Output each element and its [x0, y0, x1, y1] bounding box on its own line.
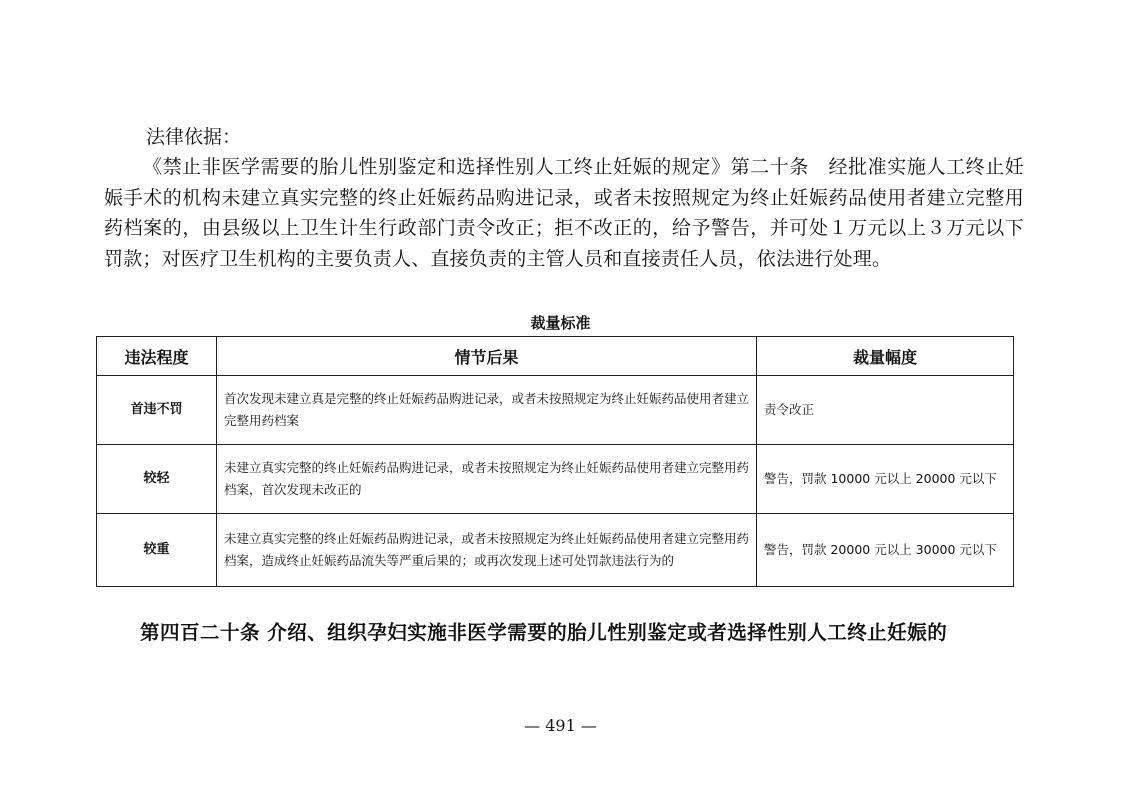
circumstance-cell: 首次发现未建立真是完整的终止妊娠药品购进记录，或者未按照规定为终止妊娠药品使用者建立完整用药档案	[217, 376, 757, 445]
violation-level-cell: 较重	[97, 514, 217, 587]
next-article-heading: 第四百二十条 介绍、组织孕妇实施非医学需要的胎儿性别鉴定或者选择性别人工终止妊娠的	[140, 621, 948, 644]
circumstance-cell: 未建立真实完整的终止妊娠药品购进记录，或者未按照规定为终止妊娠药品使用者建立完整用药档案，首次发现未改正的	[217, 445, 757, 514]
legal-basis-heading: 法律依据：	[146, 126, 242, 148]
table-row	[97, 445, 1014, 514]
table-caption: 裁量标准	[530, 314, 591, 332]
penalty-cell: 警告，罚款 10000 元以上 20000 元以下	[757, 445, 1014, 514]
circumstance-cell: 未建立真实完整的终止妊娠药品购进记录，或者未按照规定为终止妊娠药品使用者建立完整用药档案，造成终止妊娠药品流失等严重后果的；或再次发现上述可处罚款违法行为的	[217, 514, 757, 587]
table-row	[97, 514, 1014, 587]
penalty-standard-table	[96, 336, 1014, 587]
table-header-row	[97, 337, 1014, 376]
violation-level-cell: 首违不罚	[97, 376, 217, 445]
table-row	[97, 376, 1014, 445]
page-number: — 491 —	[524, 716, 597, 735]
header-circumstance: 情节后果	[217, 337, 757, 376]
legal-basis-paragraph: 《禁止非医学需要的胎儿性别鉴定和选择性别人工终止妊娠的规定》第二十条 经批准实施人工终止妊娠手术的机构未建立真实完整的终止妊娠药品购进记录，或者未按照规定为终止妊娠药品使用者建立完整用药档案的，由县级以上卫生计生行政部门责令改正；拒不改正的，给予警告，并可处１万元以上３万元以下罚款；对医疗卫生机构的主要负责人、直接负责的主管人员和直接责任人员，依法进行处理。	[104, 156, 1024, 270]
violation-level-cell: 较轻	[97, 445, 217, 514]
penalty-cell: 警告，罚款 20000 元以上 30000 元以下	[757, 514, 1014, 587]
header-violation-level: 违法程度	[97, 337, 217, 376]
header-penalty-range: 裁量幅度	[757, 337, 1014, 376]
penalty-cell: 责令改正	[757, 376, 1014, 445]
